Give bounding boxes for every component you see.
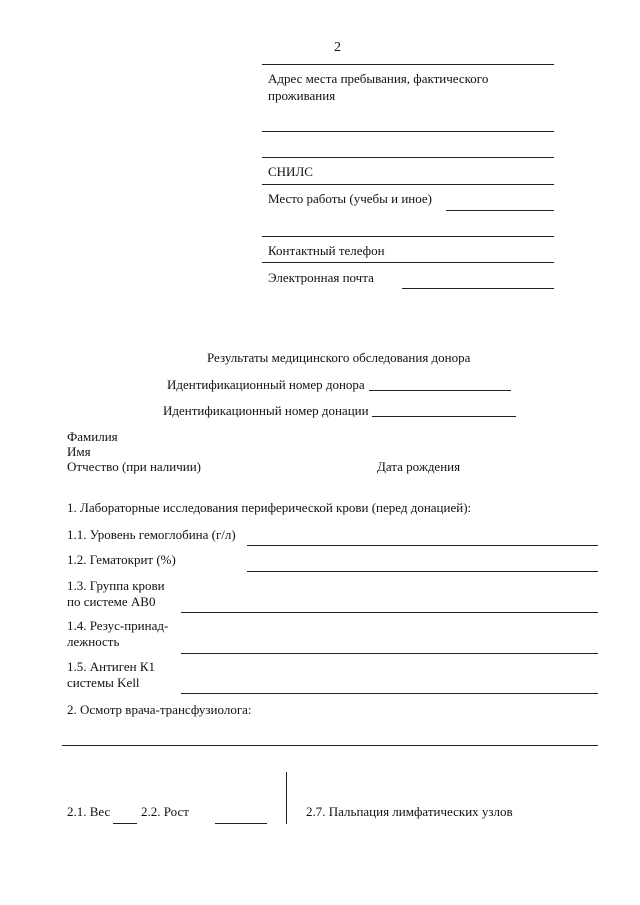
address-field-line2[interactable] xyxy=(262,157,554,158)
donation-id-field-line[interactable] xyxy=(372,416,516,417)
rh-label-line1: 1.4. Резус-принад- xyxy=(67,618,169,633)
kell-field-line[interactable] xyxy=(181,693,598,694)
address-label-line1: Адрес места пребывания, фактического xyxy=(268,71,489,86)
workplace-field-line1[interactable] xyxy=(446,210,554,211)
address-label-line2: проживания xyxy=(268,88,336,103)
hemoglobin-label: 1.1. Уровень гемоглобина (г/л) xyxy=(67,527,236,542)
surname-label: Фамилия xyxy=(67,429,118,444)
name-label: Имя xyxy=(67,444,91,459)
snils-field-line[interactable] xyxy=(262,184,554,185)
weight-field-line[interactable] xyxy=(113,823,137,824)
exam-field-line[interactable] xyxy=(62,745,598,746)
email-label: Электронная почта xyxy=(268,270,374,285)
divider-top xyxy=(262,64,554,65)
workplace-label: Место работы (учебы и иное) xyxy=(268,191,433,206)
lab-heading: 1. Лабораторные исследования периферической крови (перед донацией): xyxy=(67,500,472,515)
kell-label-line2: системы Kell xyxy=(67,675,140,690)
workplace-field-line2[interactable] xyxy=(262,236,554,237)
blood-group-field-line[interactable] xyxy=(181,612,598,613)
height-field-line[interactable] xyxy=(215,823,267,824)
phone-field-line[interactable] xyxy=(262,262,554,263)
blood-group-label-line1: 1.3. Группа крови xyxy=(67,578,165,593)
address-field-line1[interactable] xyxy=(262,131,554,132)
donor-id-label: Идентификационный номер донора xyxy=(167,377,365,392)
phone-label: Контактный телефон xyxy=(268,243,385,258)
donation-id-label: Идентификационный номер донации xyxy=(163,403,369,418)
email-field-line[interactable] xyxy=(402,288,554,289)
lymph-nodes-label: 2.7. Пальпация лимфатических узлов xyxy=(306,804,513,819)
birth-date-label: Дата рождения xyxy=(377,459,461,474)
page-number: 2 xyxy=(334,40,341,55)
height-label: 2.2. Рост xyxy=(141,804,189,819)
donor-id-field-line[interactable] xyxy=(369,390,511,391)
rh-label-line2: лежность xyxy=(67,634,120,649)
hematocrit-label: 1.2. Гематокрит (%) xyxy=(67,552,176,567)
exam-heading: 2. Осмотр врача-трансфузиолога: xyxy=(67,702,252,717)
blood-group-label-line2: по системе AB0 xyxy=(67,594,156,609)
snils-label: СНИЛС xyxy=(268,164,313,179)
rh-field-line[interactable] xyxy=(181,653,598,654)
column-divider xyxy=(286,772,287,824)
hemoglobin-field-line[interactable] xyxy=(247,545,598,546)
patronymic-label: Отчество (при наличии) xyxy=(67,459,202,474)
kell-label-line1: 1.5. Антиген К1 xyxy=(67,659,156,674)
weight-label: 2.1. Вес xyxy=(67,804,111,819)
results-title: Результаты медицинского обследования донора xyxy=(207,350,471,365)
hematocrit-field-line[interactable] xyxy=(247,571,598,572)
